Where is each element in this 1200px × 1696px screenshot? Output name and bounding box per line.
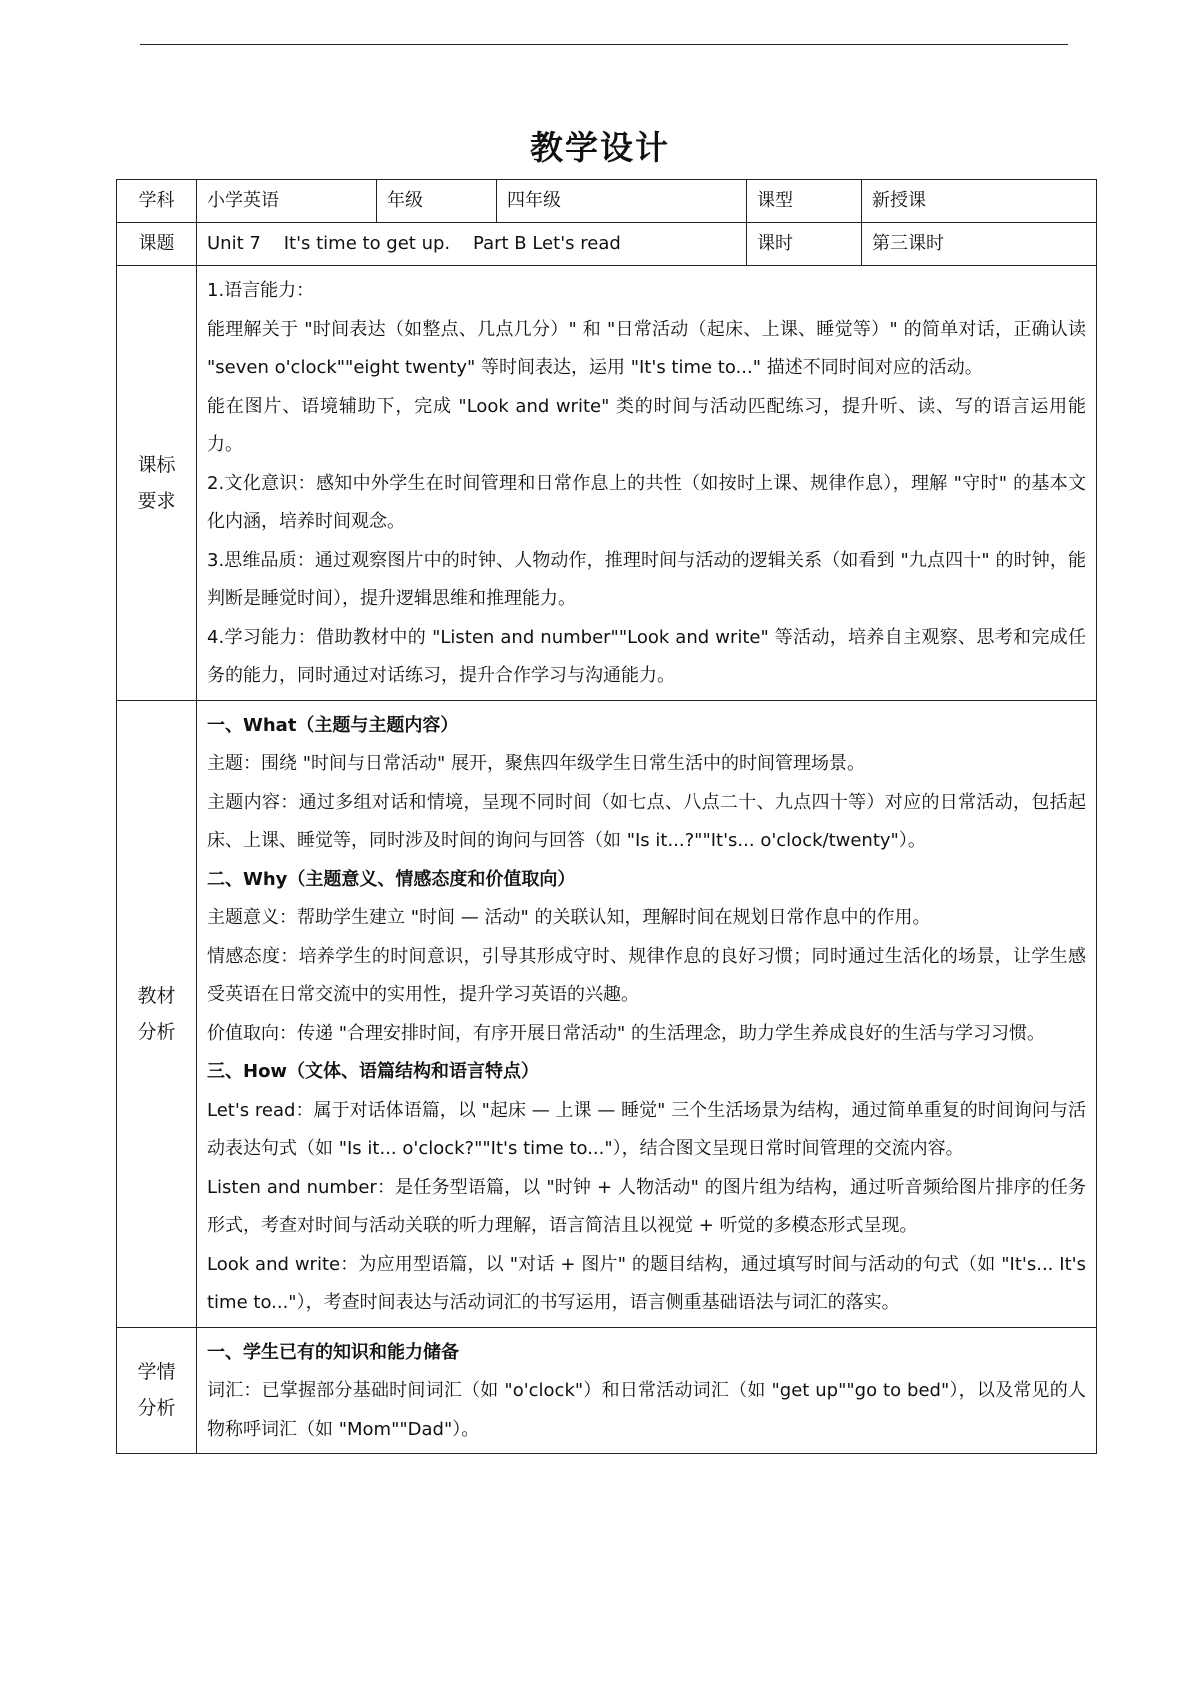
table-row-learner <box>117 1327 1097 1454</box>
learner-content <box>197 1327 1097 1454</box>
topic-label: 课题 <box>117 223 197 266</box>
what-paragraph: 主题内容：通过多组对话和情境，呈现不同时间（如七点、八点二十、九点四十等）对应的日常活动，包括起床、上课、睡觉等，同时涉及时间的询问与回答（如 "Is it...?""It's... o'clock/twenty"）。 <box>207 791 1086 851</box>
table-row-material <box>117 700 1097 1327</box>
grade-value: 四年级 <box>497 180 747 223</box>
learner-heading: 一、学生已有的知识和能力储备 <box>207 1341 459 1363</box>
material-label <box>117 700 197 1327</box>
lesson-plan-table <box>116 179 1097 1454</box>
subject-value: 小学英语 <box>197 180 377 223</box>
period-value: 第三课时 <box>862 223 1097 266</box>
curriculum-content <box>197 266 1097 701</box>
why-paragraph: 情感态度：培养学生的时间意识，引导其形成守时、规律作息的良好习惯；同时通过生活化的场景，让学生感受英语在日常交流中的实用性，提升学习英语的兴趣。 <box>207 945 1086 1005</box>
document-title: 教学设计 <box>530 128 670 167</box>
learner-label <box>117 1327 197 1454</box>
table-row-subject <box>117 180 1097 223</box>
grade-label: 年级 <box>377 180 497 223</box>
curriculum-paragraph: 1.语言能力： <box>207 280 315 301</box>
header-rule <box>140 44 1068 45</box>
table-row-topic <box>117 223 1097 266</box>
why-paragraph: 主题意义：帮助学生建立 "时间 — 活动" 的关联认知，理解时间在规划日常作息中的作用。 <box>207 907 931 928</box>
what-paragraph: 主题：围绕 "时间与日常活动" 展开，聚焦四年级学生日常生活中的时间管理场景。 <box>207 753 865 774</box>
lesson-type-label: 课型 <box>747 180 862 223</box>
lesson-type-value: 新授课 <box>862 180 1097 223</box>
learner-paragraph: 词汇：已掌握部分基础时间词汇（如 "o'clock"）和日常活动词汇（如 "get up""go to bed"），以及常见的人物称呼词汇（如 "Mom""Dad"）。 <box>207 1380 1086 1440</box>
how-paragraph: Let's read：属于对话体语篇，以 "起床 — 上课 — 睡觉" 三个生活场景为结构，通过简单重复的时间询问与活动表达句式（如 "Is it... o'clock?""It's time to..."），结合图文呈现日常时间管理的交流内容。 <box>207 1099 1086 1159</box>
curriculum-paragraph: 4.学习能力：借助教材中的 "Listen and number""Look and write" 等活动，培养自主观察、思考和完成任务的能力，同时通过对话练习，提升合作学习与沟通能力。 <box>207 626 1086 686</box>
subject-label: 学科 <box>117 180 197 223</box>
why-paragraph: 价值取向：传递 "合理安排时间，有序开展日常活动" 的生活理念，助力学生养成良好的生活与学习习惯。 <box>207 1022 1045 1044</box>
period-label: 课时 <box>747 223 862 266</box>
learner-label-line1: 学情 <box>137 1361 176 1384</box>
curriculum-label-line2: 要求 <box>137 489 176 512</box>
curriculum-label-line1: 课标 <box>137 453 176 476</box>
curriculum-paragraph: 3.思维品质：通过观察图片中的时钟、人物动作，推理时间与活动的逻辑关系（如看到 "九点四十" 的时钟，能判断是睡觉时间），提升逻辑思维和推理能力。 <box>207 549 1086 609</box>
curriculum-paragraph: 能在图片、语境辅助下，完成 "Look and write" 类的时间与活动匹配练习，提升听、读、写的语言运用能力。 <box>207 395 1086 455</box>
how-paragraph: Listen and number：是任务型语篇，以 "时钟 + 人物活动" 的图片组为结构，通过听音频给图片排序的任务形式，考查对时间与活动关联的听力理解，语言简洁且以视觉 + 听觉的多模态形式呈现。 <box>207 1176 1086 1236</box>
curriculum-paragraph: 2.文化意识：感知中外学生在时间管理和日常作息上的共性（如按时上课、规律作息），理解 "守时" 的基本文化内涵，培养时间观念。 <box>207 472 1086 532</box>
curriculum-label <box>117 266 197 701</box>
curriculum-paragraph: 能理解关于 "时间表达（如整点、几点几分）" 和 "日常活动（起床、上课、睡觉等）" 的简单对话，正确认读 "seven o'clock""eight twenty" 等时间表达，运用 "It's time to..." 描述不同时间对应的活动。 <box>207 318 1086 378</box>
why-heading: 二、Why（主题意义、情感态度和价值取向） <box>207 868 576 890</box>
table-row-curriculum <box>117 266 1097 701</box>
what-heading: 一、What（主题与主题内容） <box>207 714 459 736</box>
material-label-line2: 分析 <box>137 1020 176 1043</box>
material-label-line1: 教材 <box>137 984 176 1007</box>
how-heading: 三、How（文体、语篇结构和语言特点） <box>207 1061 540 1082</box>
learner-label-line2: 分析 <box>137 1397 176 1420</box>
how-paragraph: Look and write：为应用型语篇，以 "对话 + 图片" 的题目结构，通过填写时间与活动的句式（如 "It's... It's time to..."），考查时间表达与活动词汇的书写运用，语言侧重基础语法与词汇的落实。 <box>207 1253 1086 1313</box>
topic-value: Unit 7 It's time to get up. Part B Let's read <box>197 223 747 266</box>
material-content <box>197 700 1097 1327</box>
